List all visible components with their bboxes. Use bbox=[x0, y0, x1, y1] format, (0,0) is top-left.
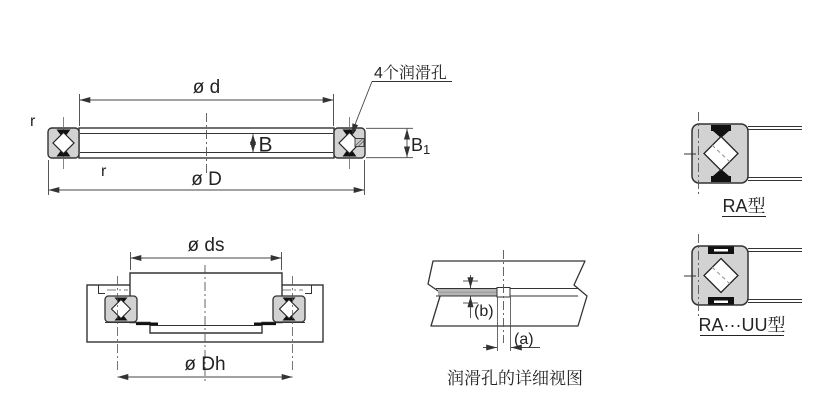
phi-D-label: ø D bbox=[191, 169, 222, 190]
B1-subscript: 1 bbox=[423, 142, 431, 157]
ra-uu-type-label: RA···UU型 bbox=[698, 315, 786, 335]
detail-view-caption: 润滑孔的详细视图 bbox=[447, 369, 583, 388]
chamfer-r-label-top: r bbox=[30, 113, 36, 130]
mounted-bearing-right bbox=[273, 296, 305, 322]
bearing-cross-section-left bbox=[48, 117, 79, 169]
seal-bottom-slot bbox=[714, 301, 728, 304]
chamfer-r-label-bottom: r bbox=[101, 163, 107, 180]
callout-text: 4个润滑孔 bbox=[374, 65, 447, 82]
retainer-bar-bottom bbox=[711, 176, 731, 182]
phi-d-label: ø d bbox=[192, 77, 221, 98]
a-label: (a) bbox=[514, 331, 534, 348]
retainer-bar-top bbox=[711, 125, 731, 131]
B1-main: B bbox=[411, 135, 424, 155]
lubrication-holes-callout bbox=[352, 64, 452, 135]
ra-type-label: RA型 bbox=[722, 196, 766, 216]
housing-bore-diameter-dimension bbox=[118, 354, 293, 377]
bearing-cross-section-right bbox=[334, 117, 365, 169]
leader-line bbox=[352, 82, 372, 135]
ra-uu-type-symbol bbox=[684, 234, 802, 336]
b-label: (b) bbox=[474, 303, 494, 320]
shaft-seat-diameter-dimension bbox=[131, 235, 282, 270]
mounted-bearing-left bbox=[105, 296, 137, 322]
lubrication-hole bbox=[355, 139, 364, 147]
B-label: B bbox=[258, 133, 273, 157]
phi-ds-label: ø ds bbox=[187, 235, 225, 256]
seal-top-slot bbox=[714, 249, 728, 252]
B1-label bbox=[411, 135, 430, 157]
phi-Dh-label: ø Dh bbox=[184, 354, 226, 375]
mounting-example-view bbox=[87, 235, 323, 382]
width-B1-dimension bbox=[366, 128, 430, 157]
lubrication-hole-detail-view bbox=[428, 250, 587, 388]
ra-type-symbol bbox=[684, 112, 802, 217]
top-view-bearing-section bbox=[30, 64, 452, 195]
